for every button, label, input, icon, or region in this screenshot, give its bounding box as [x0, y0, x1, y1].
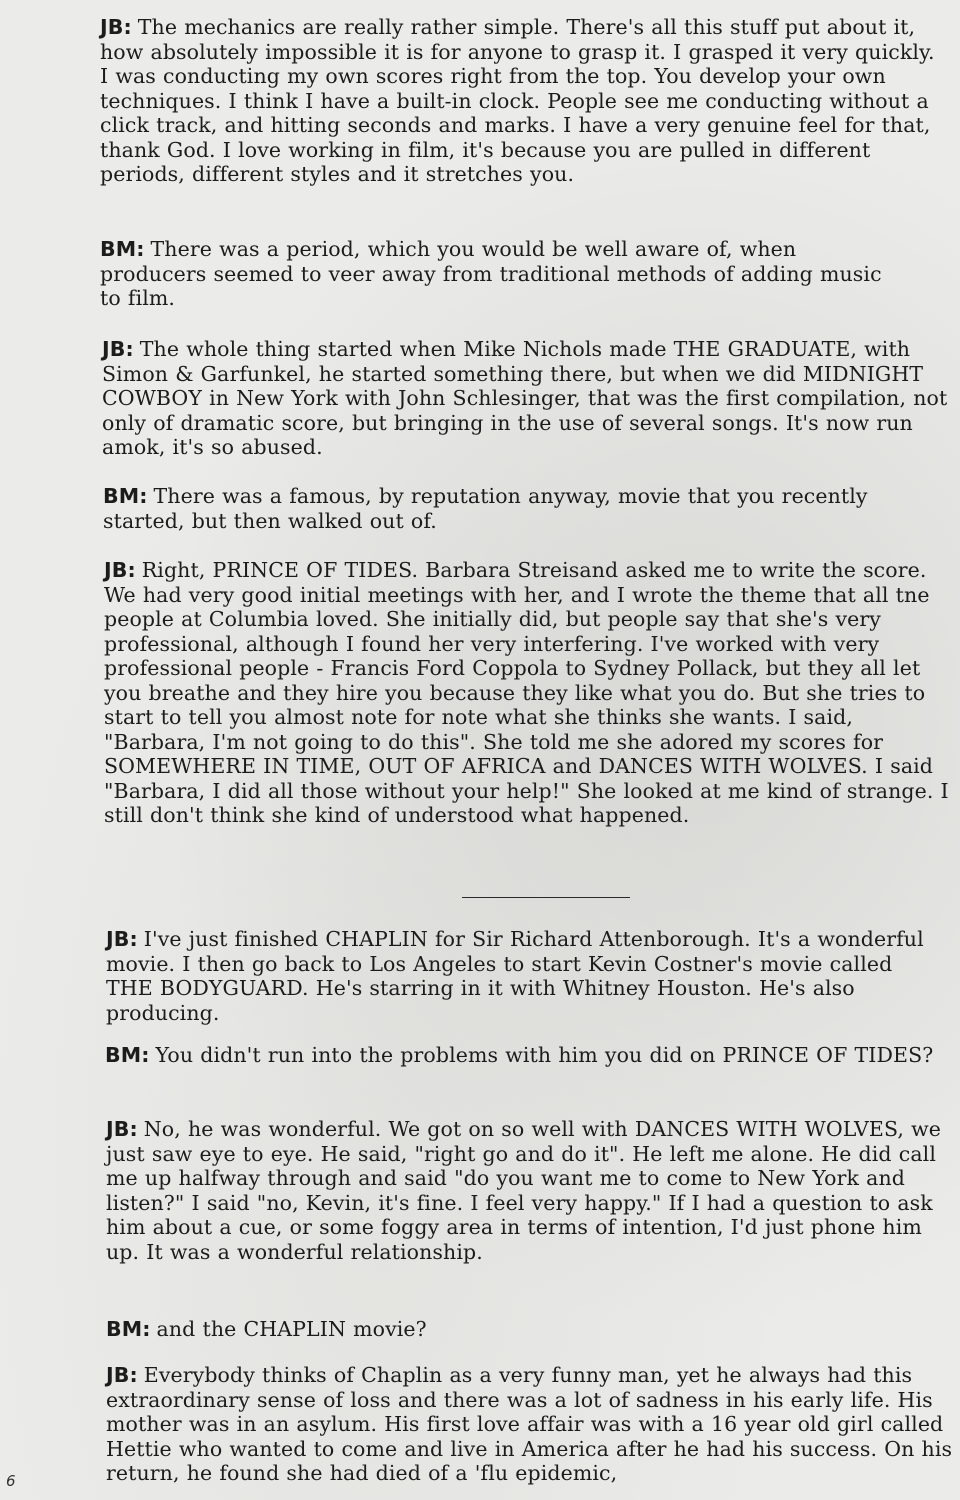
paragraph-text: Right, PRINCE OF TIDES. Barbara Streisand asked me to write the score. We had very good initial meetings with her, and I wrote the theme that all tne people at Columbia loved. She initially did, but people say that she's very professional, although I found her very interfering. I've worked with very professional people - Francis Ford Coppola to Sydney Pollack, but they all let you breathe and they hire you because they like what you do. But she tries to start to tell you almost note for note what she thinks she wants. I said, "Barbara, I'm not going to do this". She told me she adored my scores for SOMEWHERE IN TIME, OUT OF AFRICA and DANCES WITH WOLVES. I said "Barbara, I did all those without your help!" She looked at me kind of strange. I still don't think she kind of understood what happened.	[104, 558, 949, 827]
paragraph-text: and the CHAPLIN movie?	[156, 1317, 427, 1341]
speaker-label: BM:	[100, 237, 145, 261]
paragraph-text: Everybody thinks of Chaplin as a very funny man, yet he always had this extraordinary sense of loss and there was a lot of sadness in his early life. His mother was in an asylum. His first love affair was with a 16 year old girl called Hettie who wanted to come and live in America after he had his success. On his return, he found she had died of a 'flu epidemic,	[106, 1363, 953, 1485]
speaker-label: JB:	[106, 1363, 138, 1387]
speaker-label: BM:	[103, 484, 148, 508]
paragraph-bm-chaplin-movie	[106, 1317, 926, 1342]
speaker-label: BM:	[105, 1043, 150, 1067]
paragraph-text: The whole thing started when Mike Nichols made THE GRADUATE, with Simon & Garfunkel, he started something there, but when we did MIDNIGHT COWBOY in New York with John Schlesinger, that was the first compilation, not only of dramatic score, but bringing in the use of several songs. It's now run amok, it's so abused.	[102, 337, 948, 459]
paragraph-bm-period	[100, 237, 900, 311]
paragraph-text: The mechanics are really rather simple. There's all this stuff put about it, how absolutely impossible it is for anyone to grasp it. I grasped it very quickly. I was conducting my own scores right from the top. You develop your own techniques. I think I have a built-in clock. People see me conducting without a click track, and hitting seconds and marks. I have a very genuine feel for that, thank God. I love working in film, it's because you are pulled in different periods, different styles and it stretches you.	[100, 15, 935, 186]
paragraph-text: There was a famous, by reputation anyway, movie that you recently started, but then walked out of.	[103, 484, 868, 533]
paragraph-bm-walked-out	[103, 484, 943, 533]
paragraph-bm-problems	[105, 1043, 935, 1068]
paragraph-text: You didn't run into the problems with him you did on PRINCE OF TIDES?	[155, 1043, 934, 1067]
paragraph-jb-chaplin-finished	[106, 927, 946, 1025]
speaker-label: JB:	[106, 1117, 138, 1141]
paragraph-jb-chaplin-loss	[106, 1363, 958, 1486]
speaker-label: JB:	[106, 927, 138, 951]
speaker-label: JB:	[102, 337, 134, 361]
paragraph-text: I've just finished CHAPLIN for Sir Richard Attenborough. It's a wonderful movie. I then go back to Los Angeles to start Kevin Costner's movie called THE BODYGUARD. He's starring in it with Whitney Houston. He's also producing.	[106, 927, 924, 1025]
speaker-label: JB:	[104, 558, 136, 582]
paragraph-jb-mechanics	[100, 15, 945, 187]
section-divider	[462, 897, 630, 898]
paragraph-jb-costner	[106, 1117, 956, 1264]
paragraph-text: No, he was wonderful. We got on so well with DANCES WITH WOLVES, we just saw eye to eye. He said, "right go and do it". He left me alone. He did call me up halfway through and said "do you want me to come to New York and listen?" I said "no, Kevin, it's fine. I feel very happy." If I had a question to ask him about a cue, or some foggy area in terms of intention, I'd just phone him up. It was a wonderful relationship.	[106, 1117, 942, 1264]
page-number: 6	[6, 1472, 16, 1490]
paragraph-text: There was a period, which you would be well aware of, when producers seemed to veer away from traditional methods of adding music to film.	[100, 237, 882, 310]
speaker-label: BM:	[106, 1317, 151, 1341]
paragraph-jb-graduate	[102, 337, 952, 460]
speaker-label: JB:	[100, 15, 132, 39]
paragraph-jb-prince-of-tides	[104, 558, 954, 828]
